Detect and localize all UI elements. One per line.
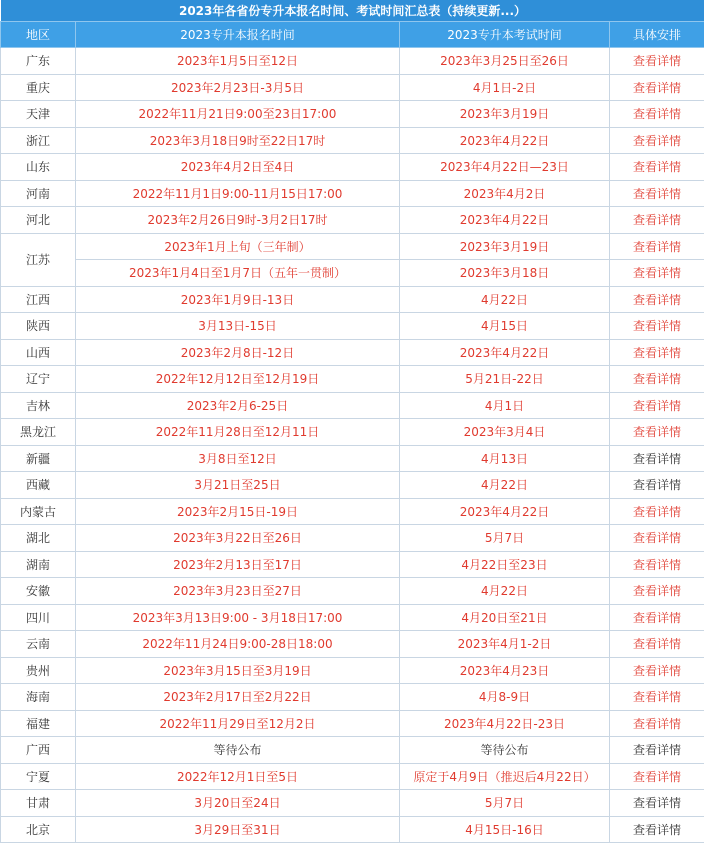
table-row [1,737,704,764]
details-link[interactable]: 查看详情 [610,604,704,631]
details-link[interactable]: 查看详情 [610,339,704,366]
exam-time-cell: 2023年4月22日 [400,498,610,525]
exam-time-cell: 4月22日至23日 [400,551,610,578]
exam-time-cell: 2023年4月2日 [400,180,610,207]
region-cell: 湖北 [1,525,76,552]
table-row [1,260,704,287]
region-cell: 黑龙江 [1,419,76,446]
exam-time-cell: 5月7日 [400,525,610,552]
registration-time-cell: 3月8日至12日 [76,445,400,472]
exam-time-cell: 5月7日 [400,790,610,817]
registration-time-cell: 2023年4月2日至4日 [76,154,400,181]
exam-time-cell: 2023年3月25日至26日 [400,48,610,75]
region-cell: 福建 [1,710,76,737]
region-cell: 浙江 [1,127,76,154]
exam-time-cell: 4月22日 [400,578,610,605]
details-link[interactable]: 查看详情 [610,737,704,764]
table-row [1,631,704,658]
table-title: 2023年各省份专升本报名时间、考试时间汇总表（持续更新...） [1,0,704,22]
region-cell: 海南 [1,684,76,711]
details-link[interactable]: 查看详情 [610,551,704,578]
exam-time-cell: 原定于4月9日（推迟后4月22日） [400,763,610,790]
details-link[interactable]: 查看详情 [610,286,704,313]
registration-time-cell: 2023年3月18日9时至22日17时 [76,127,400,154]
table-row [1,763,704,790]
region-cell: 天津 [1,101,76,128]
exam-time-cell: 2023年4月22日 [400,127,610,154]
region-cell: 西藏 [1,472,76,499]
table-row [1,180,704,207]
table-row [1,366,704,393]
registration-time-cell: 2022年11月21日9:00至23日17:00 [76,101,400,128]
region-cell: 安徽 [1,578,76,605]
table-row [1,233,704,260]
table-row [1,445,704,472]
table-row [1,154,704,181]
exam-time-cell: 2023年4月22日 [400,207,610,234]
details-link[interactable]: 查看详情 [610,180,704,207]
title-row [1,0,704,22]
header-region: 地区 [1,22,76,48]
table-row [1,101,704,128]
table-row [1,313,704,340]
region-cell: 广东 [1,48,76,75]
details-link[interactable]: 查看详情 [610,472,704,499]
region-cell: 甘肃 [1,790,76,817]
table-row [1,657,704,684]
registration-time-cell: 2023年3月22日至26日 [76,525,400,552]
exam-time-cell: 4月20日至21日 [400,604,610,631]
exam-time-cell: 等待公布 [400,737,610,764]
registration-time-cell: 2023年1月9日-13日 [76,286,400,313]
details-link[interactable]: 查看详情 [610,313,704,340]
details-link[interactable]: 查看详情 [610,392,704,419]
exam-time-cell: 4月1日 [400,392,610,419]
registration-time-cell: 2023年2月23日-3月5日 [76,74,400,101]
region-cell: 山东 [1,154,76,181]
exam-time-cell: 4月15日 [400,313,610,340]
exam-time-cell: 4月15日-16日 [400,816,610,843]
region-cell: 宁夏 [1,763,76,790]
table-row [1,498,704,525]
registration-time-cell: 2023年1月上旬（三年制） [76,233,400,260]
registration-time-cell: 2023年3月15日至3月19日 [76,657,400,684]
region-cell: 辽宁 [1,366,76,393]
details-link[interactable]: 查看详情 [610,366,704,393]
registration-time-cell: 2023年2月26日9时-3月2日17时 [76,207,400,234]
region-cell: 新疆 [1,445,76,472]
region-cell: 广西 [1,737,76,764]
registration-time-cell: 2023年2月8日-12日 [76,339,400,366]
region-cell: 河北 [1,207,76,234]
region-cell: 陕西 [1,313,76,340]
registration-time-cell: 2023年2月17日至2月22日 [76,684,400,711]
exam-time-cell: 4月22日 [400,472,610,499]
exam-time-cell: 4月13日 [400,445,610,472]
table-row [1,339,704,366]
details-link[interactable]: 查看详情 [610,684,704,711]
registration-time-cell: 2022年11月28日至12月11日 [76,419,400,446]
registration-time-cell: 2022年12月12日至12月19日 [76,366,400,393]
exam-time-cell: 2023年3月4日 [400,419,610,446]
exam-time-cell: 2023年4月1-2日 [400,631,610,658]
details-link[interactable]: 查看详情 [610,525,704,552]
details-link[interactable]: 查看详情 [610,207,704,234]
details-link[interactable]: 查看详情 [610,48,704,75]
region-cell: 河南 [1,180,76,207]
exam-time-cell: 2023年3月19日 [400,233,610,260]
table-row [1,127,704,154]
table-row [1,551,704,578]
details-link[interactable]: 查看详情 [610,154,704,181]
registration-time-cell: 2023年2月15日-19日 [76,498,400,525]
registration-time-cell: 2022年11月29日至12月2日 [76,710,400,737]
registration-time-cell: 2023年1月5日至12日 [76,48,400,75]
details-link[interactable]: 查看详情 [610,631,704,658]
details-link[interactable]: 查看详情 [610,101,704,128]
exam-time-cell: 4月22日 [400,286,610,313]
exam-time-cell: 2023年4月23日 [400,657,610,684]
exam-time-cell: 4月8-9日 [400,684,610,711]
registration-time-cell: 2023年2月13日至17日 [76,551,400,578]
details-link[interactable]: 查看详情 [610,816,704,843]
region-cell: 贵州 [1,657,76,684]
table-row [1,286,704,313]
table-row [1,472,704,499]
exam-time-cell: 2023年3月18日 [400,260,610,287]
region-cell: 内蒙古 [1,498,76,525]
details-link[interactable]: 查看详情 [610,127,704,154]
region-cell: 北京 [1,816,76,843]
registration-time-cell: 3月21日至25日 [76,472,400,499]
details-link[interactable]: 查看详情 [610,233,704,260]
region-cell: 重庆 [1,74,76,101]
details-link[interactable]: 查看详情 [610,260,704,287]
table-row [1,525,704,552]
details-link[interactable]: 查看详情 [610,498,704,525]
registration-time-cell: 3月20日至24日 [76,790,400,817]
table-row [1,790,704,817]
registration-time-cell: 2022年12月1日至5日 [76,763,400,790]
registration-time-cell: 3月29日至31日 [76,816,400,843]
region-cell: 江西 [1,286,76,313]
region-cell: 吉林 [1,392,76,419]
details-link[interactable]: 查看详情 [610,578,704,605]
details-link[interactable]: 查看详情 [610,419,704,446]
region-cell: 山西 [1,339,76,366]
header-row [1,22,704,48]
registration-time-cell: 3月13日-15日 [76,313,400,340]
registration-time-cell: 2022年11月24日9:00-28日18:00 [76,631,400,658]
registration-time-cell: 2023年1月4日至1月7日（五年一贯制） [76,260,400,287]
region-cell: 江苏 [1,233,76,286]
header-exam-time: 2023专升本考试时间 [400,22,610,48]
details-link[interactable]: 查看详情 [610,74,704,101]
table-row [1,684,704,711]
registration-time-cell: 2023年3月23日至27日 [76,578,400,605]
details-link[interactable]: 查看详情 [610,790,704,817]
exam-time-cell: 2023年4月22日 [400,339,610,366]
registration-time-cell: 等待公布 [76,737,400,764]
details-link[interactable]: 查看详情 [610,710,704,737]
region-cell: 云南 [1,631,76,658]
table-row [1,816,704,843]
exam-time-cell: 2023年4月22日—23日 [400,154,610,181]
table-row [1,392,704,419]
table-row [1,578,704,605]
table-row [1,419,704,446]
registration-time-cell: 2023年3月13日9:00 - 3月18日17:00 [76,604,400,631]
header-registration-time: 2023专升本报名时间 [76,22,400,48]
table-row [1,207,704,234]
details-link[interactable]: 查看详情 [610,657,704,684]
table-body [1,48,704,843]
details-link[interactable]: 查看详情 [610,445,704,472]
table-row [1,604,704,631]
registration-time-cell: 2023年2月6-25日 [76,392,400,419]
registration-time-cell: 2022年11月1日9:00-11月15日17:00 [76,180,400,207]
exam-time-cell: 2023年4月22日-23日 [400,710,610,737]
table-row [1,74,704,101]
details-link[interactable]: 查看详情 [610,763,704,790]
exam-time-cell: 4月1日-2日 [400,74,610,101]
header-details: 具体安排 [610,22,704,48]
region-cell: 四川 [1,604,76,631]
region-cell: 湖南 [1,551,76,578]
table-row [1,710,704,737]
exam-time-cell: 5月21日-22日 [400,366,610,393]
exam-time-cell: 2023年3月19日 [400,101,610,128]
table-row [1,48,704,75]
